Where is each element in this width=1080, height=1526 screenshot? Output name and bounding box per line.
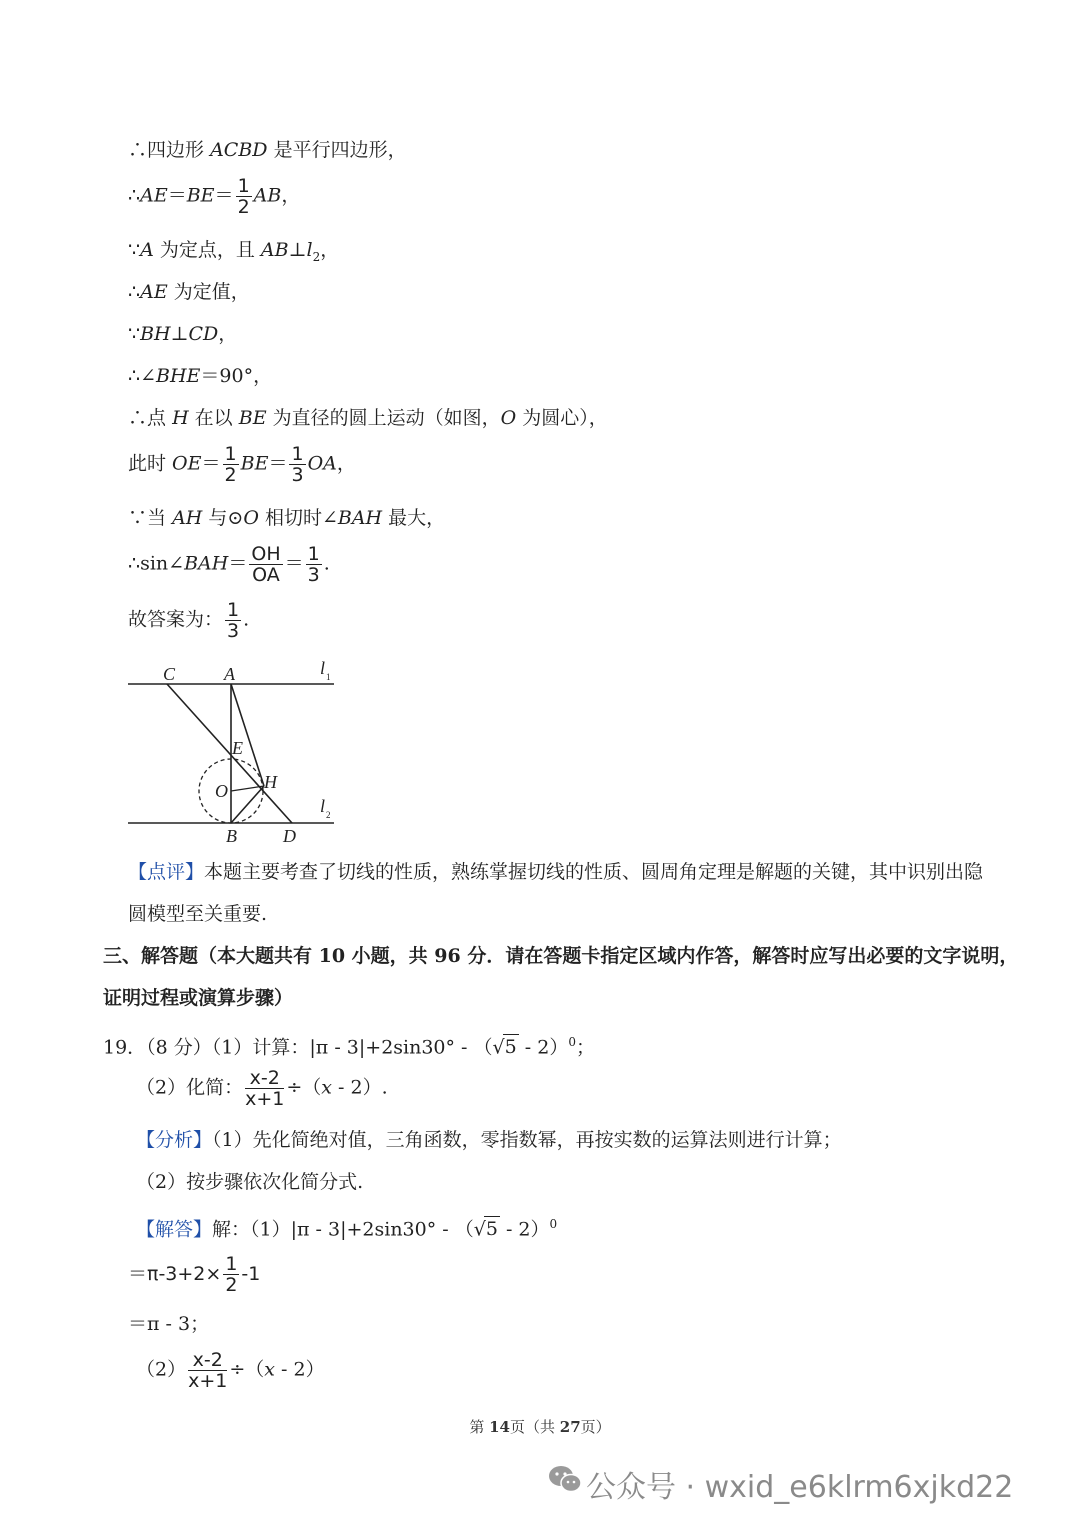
numerator: 1	[227, 599, 240, 621]
solution-step-1	[128, 1254, 260, 1295]
q19-part2	[136, 1068, 388, 1109]
therefore-symbol: ∴	[128, 139, 148, 161]
text: ＝π - 3；	[128, 1313, 210, 1335]
solution-step-2	[128, 1312, 209, 1336]
text: ÷（	[286, 1076, 322, 1099]
review-line-2	[128, 902, 267, 926]
text: ＝	[201, 452, 221, 475]
denominator: 3	[291, 464, 304, 486]
label-B: B	[226, 826, 237, 846]
text: ＝	[268, 452, 288, 475]
text: ，	[281, 184, 301, 207]
text: - 2）.	[332, 1076, 388, 1099]
text: 为直径的圆上运动（如图，	[266, 407, 501, 429]
segment-AH	[231, 684, 264, 786]
numerator: 1	[307, 543, 320, 565]
label-E: E	[232, 738, 243, 758]
text: BE	[186, 184, 215, 207]
text: BHE	[156, 365, 201, 387]
text: 第	[469, 1418, 490, 1436]
text: 为圆心），	[516, 407, 608, 429]
denominator: 3	[307, 564, 320, 586]
text: 四边形	[147, 139, 211, 161]
therefore-symbol: ∴	[128, 552, 141, 575]
watermark-text: 公众号 · wxid_e6klrm6xjkd22	[586, 1470, 1014, 1505]
text: AB	[260, 239, 289, 261]
text: A	[140, 239, 154, 261]
therefore-symbol: ∴	[128, 184, 141, 207]
text: .	[323, 552, 330, 575]
text: x	[321, 1076, 332, 1099]
text: OE	[172, 452, 202, 475]
label-O: O	[215, 781, 228, 801]
q19-part1	[103, 1030, 595, 1059]
solution-step-3	[136, 1350, 325, 1391]
text: x	[264, 1358, 275, 1381]
text: 相切时∠	[258, 507, 338, 529]
review-text: 圆模型至关重要.	[128, 903, 268, 925]
text: BE	[238, 407, 267, 429]
analysis-line-2	[136, 1170, 363, 1194]
solution-tag: 【解答】	[136, 1218, 213, 1241]
therefore-symbol: ∴	[128, 365, 141, 387]
because-symbol: ∵	[128, 507, 148, 529]
label-D: D	[283, 826, 296, 846]
text: ÷（	[229, 1358, 265, 1381]
text: H	[172, 407, 189, 429]
text: -1	[241, 1263, 261, 1285]
text: - 2）	[499, 1218, 550, 1241]
text: 19．（8 分）（1）计算：|π - 3|+2sin30° - （	[103, 1036, 493, 1059]
text: ，	[336, 452, 356, 475]
text: （2）	[136, 1358, 187, 1381]
denominator: 2	[224, 464, 237, 486]
fraction	[188, 1350, 227, 1391]
denominator: 2	[225, 1274, 238, 1296]
superscript: 0	[549, 1217, 558, 1231]
text: - 2）	[275, 1358, 325, 1381]
label-l2-sub: 2	[326, 810, 331, 820]
text: AE	[140, 184, 168, 207]
text: ＝π-3+2×	[128, 1263, 222, 1285]
text: ＝90°，	[200, 365, 273, 387]
page-total: 27	[559, 1418, 581, 1436]
review-line-1	[128, 860, 983, 884]
numerator: 1	[224, 443, 237, 465]
label-l2: l	[320, 796, 326, 816]
text: 是平行四边形，	[267, 139, 407, 161]
text: l	[306, 239, 313, 261]
text: AB	[253, 184, 282, 207]
text: AH	[172, 507, 203, 529]
segment-OH	[231, 786, 264, 791]
text: CD	[188, 323, 219, 345]
radicand: 5	[504, 1036, 517, 1059]
sqrt-sign: √	[473, 1218, 486, 1241]
analysis-line-1	[136, 1128, 842, 1152]
because-symbol: ∵	[128, 239, 141, 261]
superscript: 0	[568, 1035, 576, 1049]
text: 点	[147, 407, 173, 429]
text: 在以	[188, 407, 239, 429]
text: BAH	[337, 507, 383, 529]
text: 此时	[128, 452, 173, 475]
text: BAH	[184, 552, 229, 575]
text: ，	[320, 239, 340, 261]
text: - 2）	[518, 1036, 569, 1059]
solution-line-1	[136, 1212, 557, 1241]
numerator: 1	[237, 175, 250, 197]
section-heading-cont: 证明过程或演算步骤）	[103, 987, 294, 1009]
text: ＝	[228, 552, 248, 575]
text: 为定值，	[167, 281, 250, 303]
label-C: C	[163, 664, 176, 684]
text: 为定点，且	[153, 239, 261, 261]
label-l1-sub: 1	[326, 672, 331, 682]
text: 最大，	[382, 507, 446, 529]
denominator: 2	[237, 196, 250, 218]
therefore-symbol: ∴	[128, 407, 148, 429]
denominator: OA	[252, 564, 280, 586]
label-A: A	[224, 664, 235, 684]
fraction	[223, 1254, 239, 1295]
text: O	[243, 507, 259, 529]
numerator: x-2	[245, 1068, 284, 1089]
text: AE	[140, 281, 168, 303]
text: 与⊙	[202, 507, 244, 529]
text: 页（共	[509, 1418, 560, 1436]
page-footer	[0, 1416, 1080, 1437]
text: ACBD	[210, 139, 268, 161]
wechat-icon	[548, 1464, 582, 1494]
numerator: 1	[225, 1253, 238, 1275]
text: （2）化简：	[136, 1076, 244, 1099]
text: BE	[240, 452, 269, 475]
label-H: H	[264, 772, 277, 792]
text: O	[500, 407, 517, 429]
review-text: 本题主要考查了切线的性质，熟练掌握切线的性质、圆周角定理是解题的关键，其中识别出隐	[204, 861, 984, 883]
text: （1）先化简绝对值，三角函数，零指数幂，再按实数的运算法则进行计算；	[212, 1129, 842, 1151]
text: OA	[307, 452, 337, 475]
analysis-tag: 【分析】	[136, 1129, 213, 1151]
numerator: OH	[251, 543, 281, 565]
text: ⊥	[288, 239, 307, 261]
numerator: 1	[291, 443, 304, 465]
segment-BH	[231, 786, 264, 823]
segment-CD	[167, 684, 292, 823]
text: 解：（1）|π - 3|+2sin30° - （	[212, 1218, 474, 1241]
denominator: 3	[227, 620, 240, 642]
text: 页）	[580, 1418, 611, 1436]
text: ⊥	[170, 323, 189, 345]
page-number: 14	[489, 1418, 510, 1436]
text: ；	[575, 1036, 595, 1059]
fraction	[245, 1068, 284, 1109]
text: 故答案为：	[128, 608, 224, 631]
text: ∠	[140, 365, 157, 387]
therefore-symbol: ∴	[128, 281, 141, 303]
text: ＝	[214, 184, 234, 207]
text: .	[243, 608, 250, 631]
text: （2）按步骤依次化简分式.	[136, 1171, 364, 1193]
section-heading: 三、解答题（本大题共有 10 小题，共 96 分．请在答题卡指定区域内作答，解答时应写出必要的文字说明，	[103, 945, 1019, 967]
review-tag: 【点评】	[128, 861, 205, 883]
text: ，	[218, 323, 238, 345]
numerator: x-2	[188, 1350, 227, 1371]
denominator: x+1	[245, 1088, 285, 1110]
text: sin∠	[140, 552, 185, 575]
because-symbol: ∵	[128, 323, 141, 345]
text: BH	[140, 323, 171, 345]
sqrt-sign: √	[492, 1036, 505, 1059]
denominator: x+1	[188, 1370, 228, 1392]
text: 当	[147, 507, 173, 529]
label-l1: l	[320, 658, 326, 678]
text: ＝	[167, 184, 187, 207]
subscript: 2	[312, 249, 321, 264]
text: ＝	[284, 552, 304, 575]
radicand: 5	[485, 1218, 498, 1241]
